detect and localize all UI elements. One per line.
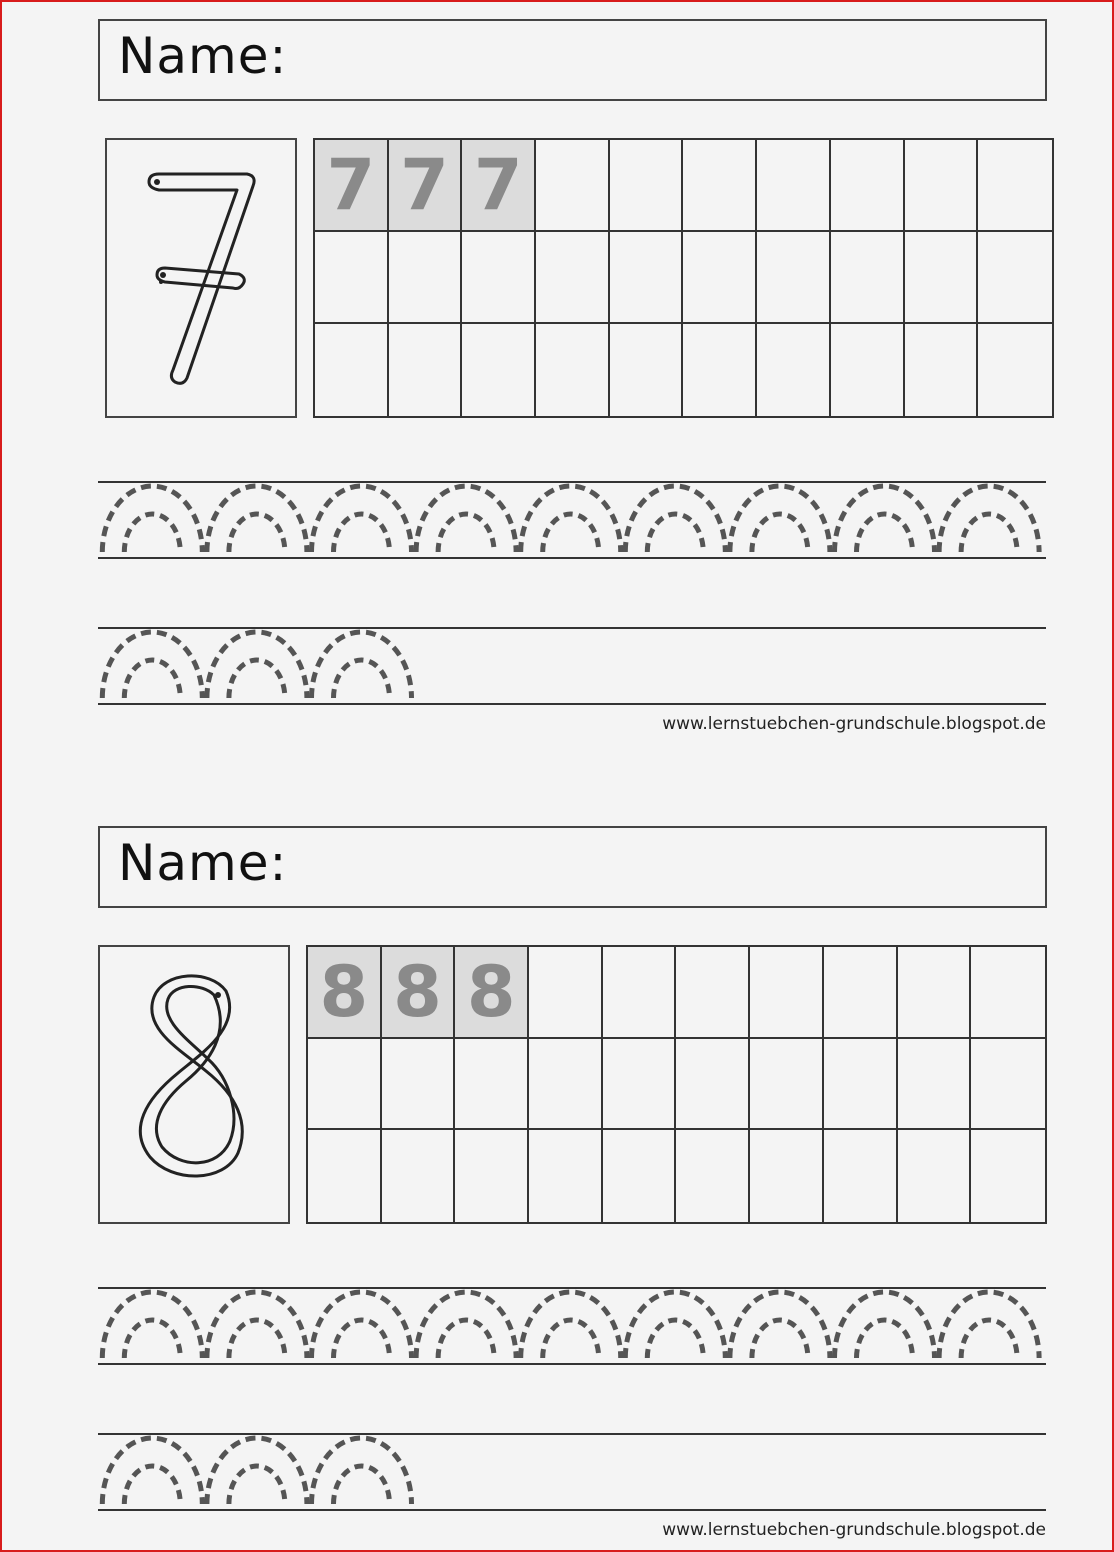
write-cell[interactable] <box>536 324 610 416</box>
arc-outer-dashed <box>312 1292 412 1358</box>
write-cell[interactable] <box>978 324 1052 416</box>
name-label: Name: <box>118 834 288 892</box>
arc-outer-dashed <box>939 1292 1039 1358</box>
arc-outer-dashed <box>730 1292 830 1358</box>
digit-model-box <box>98 945 290 1224</box>
write-cell[interactable] <box>831 324 905 416</box>
write-cell[interactable] <box>757 232 831 324</box>
write-cell[interactable] <box>676 1130 750 1222</box>
arc-inner-dashed <box>752 1320 808 1358</box>
arc-inner-dashed <box>647 1320 703 1358</box>
arc-outer-dashed <box>207 486 307 552</box>
write-cell[interactable] <box>676 1039 750 1131</box>
write-cell[interactable] <box>978 140 1052 232</box>
start-dot <box>160 272 166 278</box>
write-cell[interactable] <box>462 324 536 416</box>
trace-cell[interactable] <box>389 140 463 232</box>
arc-outer-dashed <box>521 1292 621 1358</box>
write-cell[interactable] <box>610 324 684 416</box>
arc-outer-dashed <box>102 486 202 552</box>
write-cell[interactable] <box>683 140 757 232</box>
arc-inner-dashed <box>124 514 180 552</box>
write-cell[interactable] <box>898 1130 972 1222</box>
arc-inner-dashed <box>334 660 390 698</box>
write-cell[interactable] <box>831 140 905 232</box>
name-box[interactable] <box>98 826 1047 908</box>
arc-tracing-row[interactable] <box>96 1430 1048 1516</box>
arc-outer-dashed <box>102 1292 202 1358</box>
arc-inner-dashed <box>961 514 1017 552</box>
write-cell[interactable] <box>898 947 972 1039</box>
arc-outer-dashed <box>102 1438 202 1504</box>
write-cell[interactable] <box>389 232 463 324</box>
write-cell[interactable] <box>905 232 979 324</box>
write-cell[interactable] <box>971 1039 1045 1131</box>
write-cell[interactable] <box>455 1130 529 1222</box>
trace-cell[interactable] <box>462 140 536 232</box>
write-cell[interactable] <box>905 324 979 416</box>
write-cell[interactable] <box>610 140 684 232</box>
arc-inner-dashed <box>334 514 390 552</box>
write-cell[interactable] <box>603 947 677 1039</box>
footer-url: www.lernstuebchen-grundschule.blogspot.de <box>662 1520 1046 1540</box>
write-cell[interactable] <box>831 232 905 324</box>
trace-digit: 7 <box>326 144 376 226</box>
write-cell[interactable] <box>757 140 831 232</box>
write-cell[interactable] <box>308 1130 382 1222</box>
write-cell[interactable] <box>971 1130 1045 1222</box>
practice-grid <box>313 138 1054 418</box>
start-dot <box>154 179 160 185</box>
write-cell[interactable] <box>971 947 1045 1039</box>
write-cell[interactable] <box>898 1039 972 1131</box>
arc-inner-dashed <box>334 1466 390 1504</box>
trace-digit: 7 <box>473 144 523 226</box>
start-dot <box>215 992 221 998</box>
write-cell[interactable] <box>529 1130 603 1222</box>
arc-outer-dashed <box>625 1292 725 1358</box>
arc-outer-dashed <box>835 1292 935 1358</box>
write-cell[interactable] <box>824 1130 898 1222</box>
trace-digit: 8 <box>393 950 442 1033</box>
arc-inner-dashed <box>752 514 808 552</box>
write-cell[interactable] <box>382 1130 456 1222</box>
write-cell[interactable] <box>315 324 389 416</box>
practice-grid <box>306 945 1047 1224</box>
arc-outer-dashed <box>207 632 307 698</box>
arc-inner-dashed <box>543 514 599 552</box>
arc-inner-dashed <box>438 1320 494 1358</box>
trace-digit: 8 <box>319 950 369 1033</box>
arc-inner-dashed <box>857 1320 913 1358</box>
arc-inner-dashed <box>124 660 180 698</box>
write-cell[interactable] <box>750 1130 824 1222</box>
arc-inner-dashed <box>334 1320 390 1358</box>
arc-outer-dashed <box>521 486 621 552</box>
trace-digit: 8 <box>466 950 516 1033</box>
write-cell[interactable] <box>536 232 610 324</box>
arc-outer-dashed <box>207 1438 307 1504</box>
write-cell[interactable] <box>750 1039 824 1131</box>
arc-outer-dashed <box>416 486 516 552</box>
arc-tracing-row[interactable] <box>96 1284 1048 1370</box>
trace-cell[interactable] <box>382 947 456 1039</box>
arc-inner-dashed <box>124 1320 180 1358</box>
arc-inner-dashed <box>229 1466 285 1504</box>
write-cell[interactable] <box>757 324 831 416</box>
write-cell[interactable] <box>462 232 536 324</box>
write-cell[interactable] <box>529 947 603 1039</box>
write-cell[interactable] <box>603 1130 677 1222</box>
arc-inner-dashed <box>961 1320 1017 1358</box>
footer-url: www.lernstuebchen-grundschule.blogspot.de <box>662 714 1046 734</box>
arc-inner-dashed <box>229 514 285 552</box>
arc-outer-dashed <box>416 1292 516 1358</box>
write-cell[interactable] <box>308 1039 382 1131</box>
write-cell[interactable] <box>824 1039 898 1131</box>
trace-cell[interactable] <box>308 947 382 1039</box>
arc-outer-dashed <box>102 632 202 698</box>
arc-outer-dashed <box>939 486 1039 552</box>
arc-inner-dashed <box>438 514 494 552</box>
name-box[interactable] <box>98 19 1047 101</box>
write-cell[interactable] <box>382 1039 456 1131</box>
arc-inner-dashed <box>229 660 285 698</box>
arc-tracing-row[interactable] <box>96 478 1048 564</box>
write-cell[interactable] <box>536 140 610 232</box>
write-cell[interactable] <box>603 1039 677 1131</box>
arc-outer-dashed <box>312 486 412 552</box>
arc-outer-dashed <box>207 1292 307 1358</box>
write-cell[interactable] <box>824 947 898 1039</box>
arc-outer-dashed <box>312 632 412 698</box>
write-cell[interactable] <box>455 1039 529 1131</box>
write-cell[interactable] <box>676 947 750 1039</box>
digit-seven-outline <box>107 140 295 416</box>
write-cell[interactable] <box>978 232 1052 324</box>
write-cell[interactable] <box>610 232 684 324</box>
write-cell[interactable] <box>905 140 979 232</box>
arc-outer-dashed <box>312 1438 412 1504</box>
write-cell[interactable] <box>389 324 463 416</box>
write-cell[interactable] <box>750 947 824 1039</box>
arc-inner-dashed <box>229 1320 285 1358</box>
arc-outer-dashed <box>835 486 935 552</box>
arc-outer-dashed <box>625 486 725 552</box>
write-cell[interactable] <box>529 1039 603 1131</box>
trace-digit: 7 <box>400 144 449 226</box>
trace-cell[interactable] <box>315 140 389 232</box>
write-cell[interactable] <box>683 324 757 416</box>
write-cell[interactable] <box>683 232 757 324</box>
arc-outer-dashed <box>730 486 830 552</box>
digit-model-box <box>105 138 297 418</box>
write-cell[interactable] <box>315 232 389 324</box>
arc-inner-dashed <box>124 1466 180 1504</box>
digit-eight-outline <box>100 947 288 1222</box>
arc-inner-dashed <box>543 1320 599 1358</box>
arc-tracing-row[interactable] <box>96 624 1048 710</box>
name-label: Name: <box>118 27 288 85</box>
trace-cell[interactable] <box>455 947 529 1039</box>
arc-inner-dashed <box>857 514 913 552</box>
arc-inner-dashed <box>647 514 703 552</box>
